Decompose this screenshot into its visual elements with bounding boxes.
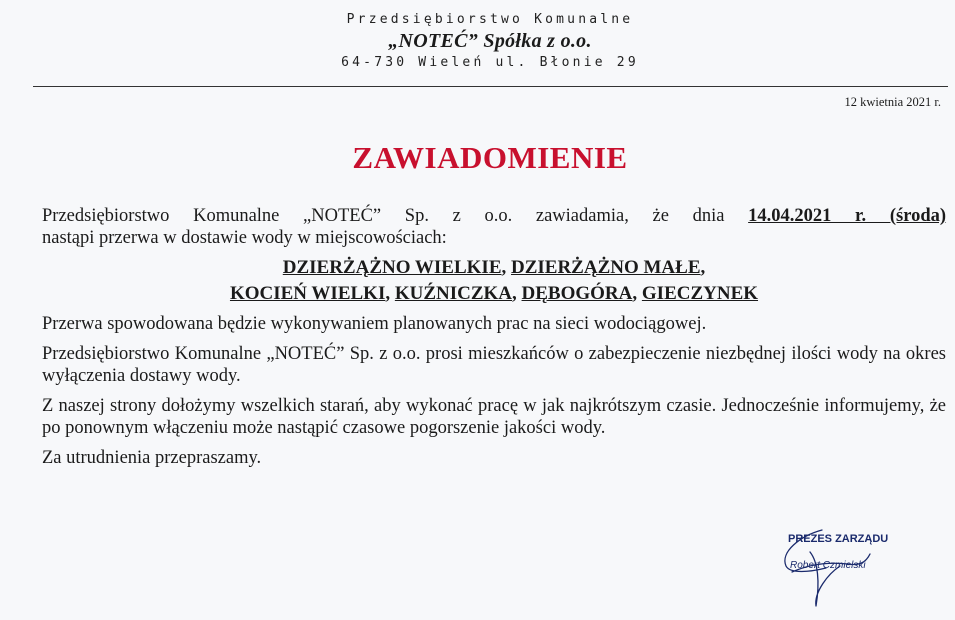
effort-paragraph: Z naszej strony dołożymy wszelkich starań, aby wykonać pracę w jak najkrótszym czasie. Jednocześnie informujemy, że po ponownym włączeniu może nastąpić czasowe pogorszenie jakości wody. <box>42 396 946 438</box>
notice-body <box>42 205 946 477</box>
location-name: DZIERŻĄŻNO MAŁE <box>511 257 701 278</box>
document-title: ZAWIADOMIENIE <box>352 140 628 175</box>
location-name: DĘBOGÓRA <box>521 283 633 304</box>
company-address: 64-730 Wieleń ul. Błonie 29 <box>341 55 639 70</box>
intro-paragraph <box>42 205 946 227</box>
outage-date: 14.04.2021 r. (środa) <box>748 206 947 226</box>
apology-paragraph: Za utrudnienia przepraszamy. <box>42 448 262 468</box>
request-paragraph: Przedsiębiorstwo Komunalne „NOTEĆ” Sp. z o.o. prosi mieszkańców o zabezpieczenie niezbędnej ilości wody na okres wyłączenia dostawy wody. <box>42 344 946 386</box>
location-name: DZIERŻĄŻNO WIELKIE <box>282 257 502 278</box>
locations-line-1 <box>42 255 946 281</box>
location-name: KOCIEŃ WIELKI <box>229 283 386 304</box>
company-name: „NOTEĆ” Spółka z o.o. <box>388 30 592 52</box>
locations-line-2 <box>42 281 946 307</box>
location-name: GIECZYNEK <box>641 283 759 304</box>
header-divider <box>33 86 948 87</box>
signature-graphic <box>770 522 930 614</box>
intro-continuation: nastąpi przerwa w dostawie wody w miejscowościach: <box>42 228 447 248</box>
signature-stamp <box>770 522 930 614</box>
location-separator: , <box>501 257 507 278</box>
location-name: KUŹNICZKA <box>394 283 513 304</box>
intro-text: Przedsiębiorstwo Komunalne „NOTEĆ” Sp. z o.o. zawiadamia, że dnia <box>42 206 725 226</box>
location-separator: , <box>632 283 638 304</box>
locations-list <box>42 255 946 307</box>
location-separator: , <box>700 257 706 278</box>
company-line: Przedsiębiorstwo Komunalne <box>346 12 634 27</box>
location-separator: , <box>385 283 391 304</box>
document-date: 12 kwietnia 2021 r. <box>844 95 941 109</box>
location-separator: , <box>512 283 517 304</box>
stamp-name: Robert Czmielski <box>790 560 866 571</box>
reason-paragraph: Przerwa spowodowana będzie wykonywaniem planowanych prac na sieci wodociągowej. <box>42 314 707 334</box>
stamp-title: PREZES ZARZĄDU <box>788 533 889 545</box>
letterhead <box>0 12 955 70</box>
